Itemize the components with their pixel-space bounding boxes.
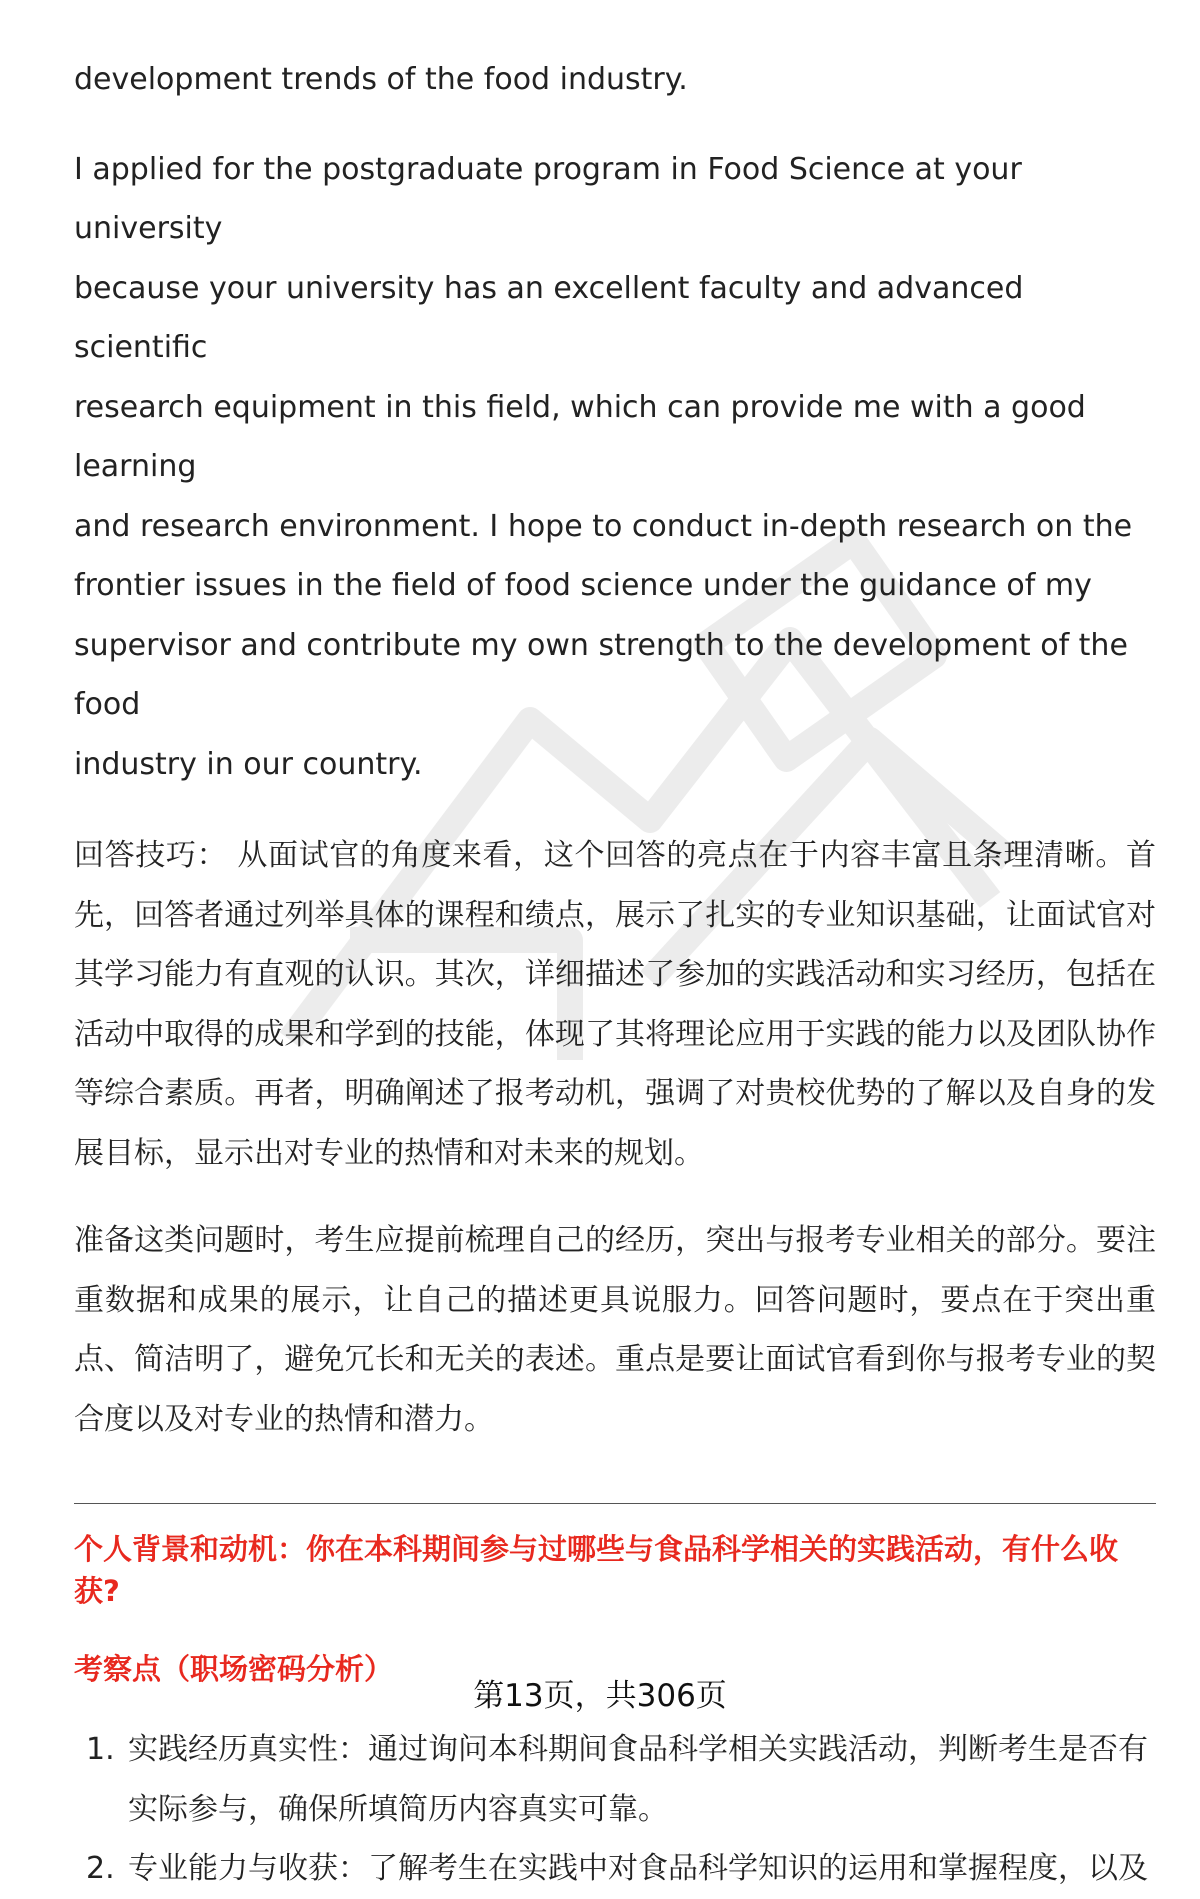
list-item-number: 1. (86, 1732, 115, 1767)
continued-text-line: development trends of the food industry. (74, 62, 688, 97)
page-number-footer: 第13页，共306页 (473, 1678, 727, 1714)
list-item-text: 专业能力与收获：了解考生在实践中对食品科学知识的运用和掌握程度，以及 (128, 1851, 1148, 1886)
assessment-points-heading: 考察点（职场密码分析） (74, 1652, 394, 1686)
preparation-advice-paragraph: 准备这类问题时，考生应提前梳理自己的经历，突出与报考专业相关的部分。要注重数据和成果的展示，让自己的描述更具说服力。回答问题时，要点在于突出重点、简洁明了，避免冗长和无关的表述。重点是要让面试官看到你与报考专业的契合度以及对专业的热情和潜力。 (74, 1223, 1156, 1437)
question-heading: 个人背景和动机：你在本科期间参与过哪些与食品科学相关的实践活动，有什么收获? (74, 1532, 1119, 1608)
english-line: frontier issues in the field of food science under the guidance of my (74, 568, 1092, 603)
section-divider (74, 1503, 1156, 1504)
english-line: research equipment in this field, which can provide me with a good learning (74, 389, 1086, 484)
list-item-text: 实践经历真实性：通过询问本科期间食品科学相关实践活动，判断考生是否有实际参与，确保所填简历内容真实可靠。 (128, 1732, 1148, 1827)
answer-tips-paragraph: 回答技巧： 从面试官的角度来看，这个回答的亮点在于内容丰富且条理清晰。首先，回答者通过列举具体的课程和绩点，展示了扎实的专业知识基础，让面试官对其学习能力有直观的认识。其次，详细描述了参加的实践活动和实习经历，包括在活动中取得的成果和学到的技能，体现了其将理论应用于实践的能力以及团队协作等综合素质。再者，明确阐述了报考动机，强调了对贵校优势的了解以及自身的发展目标，显示出对专业的热情和对未来的规划。 (74, 838, 1156, 1171)
list-item (74, 1839, 1156, 1899)
english-line: and research environment. I hope to conduct in-depth research on the (74, 508, 1133, 544)
assessment-points-list (74, 1720, 1156, 1899)
list-item-number: 2. (86, 1851, 115, 1886)
english-line: industry in our country. (74, 746, 423, 782)
english-line: supervisor and contribute my own strength to the development of the food (74, 627, 1128, 722)
list-item (74, 1720, 1156, 1839)
english-line: I applied for the postgraduate program in Food Science at your university (74, 151, 1022, 246)
document-page (74, 0, 1156, 1899)
english-answer-paragraph (74, 140, 1156, 795)
english-line: because your university has an excellent faculty and advanced scientific (74, 270, 1024, 365)
